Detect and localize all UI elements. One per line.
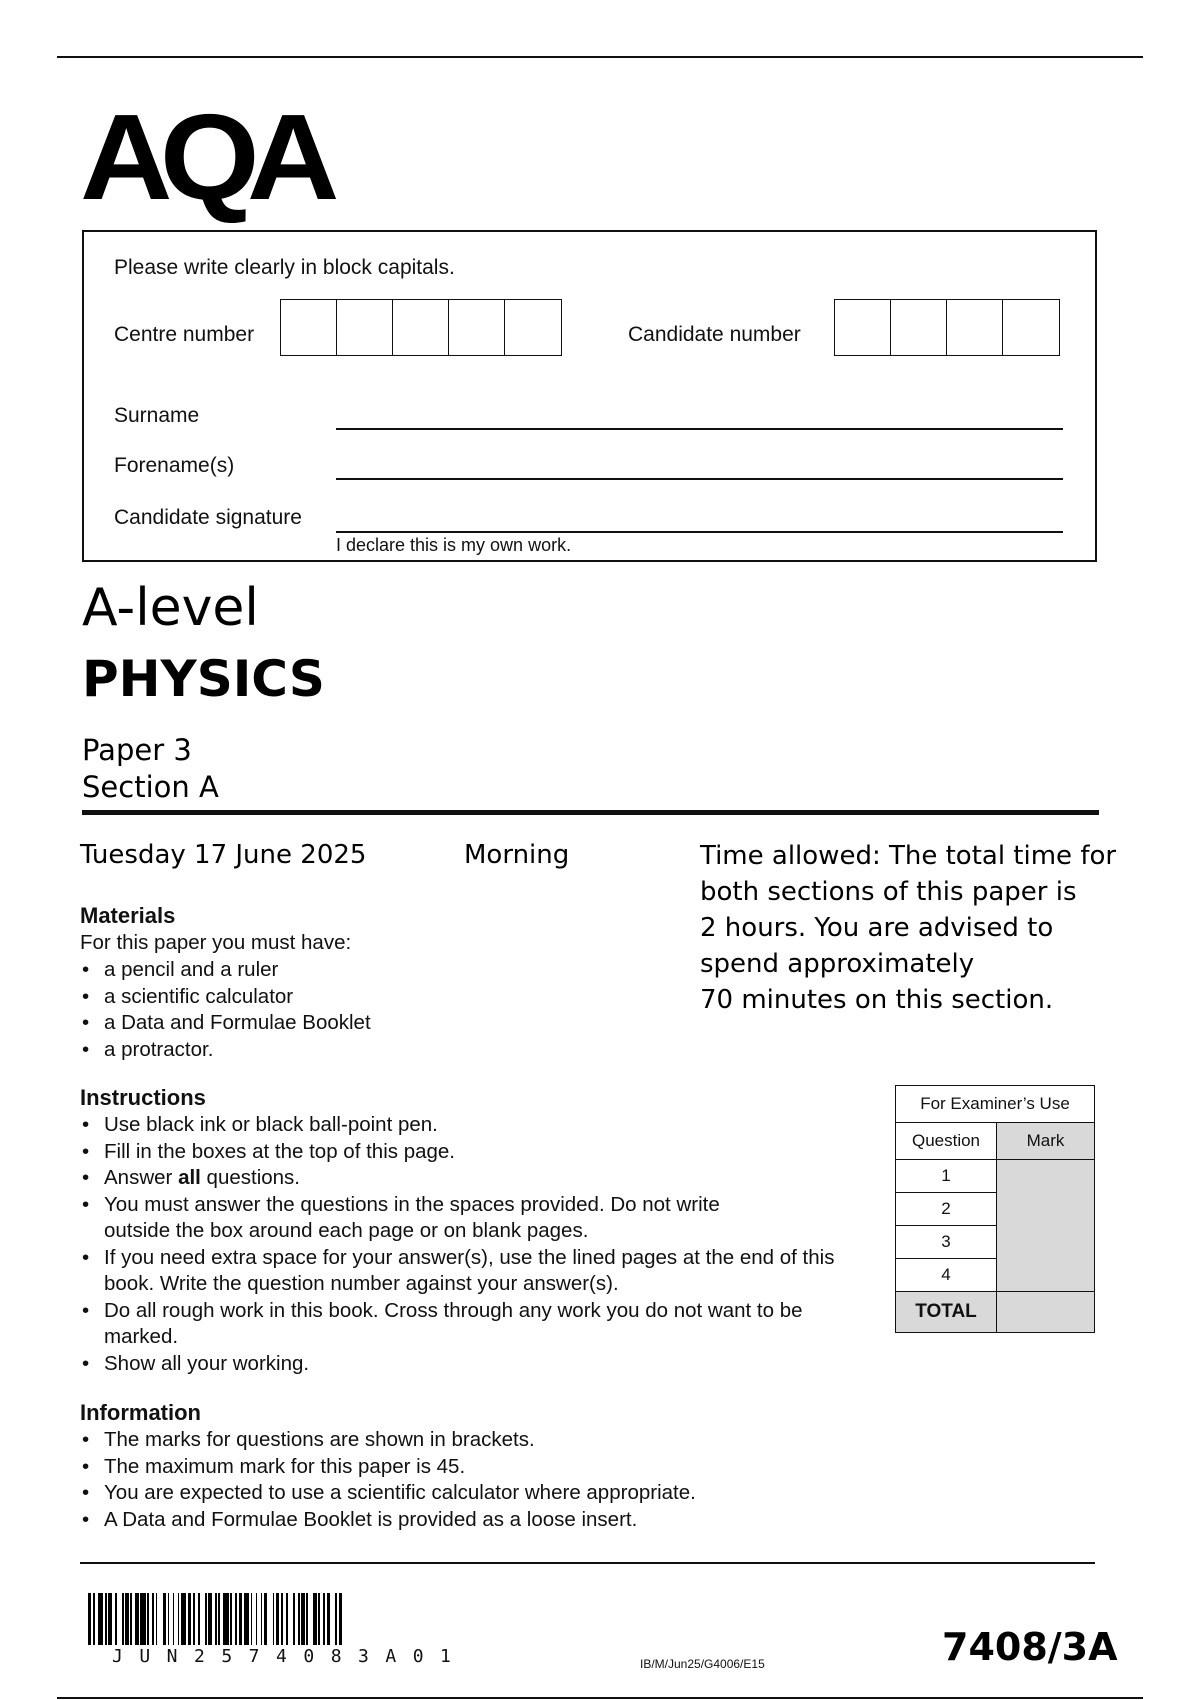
footer-rule [80,1562,1095,1564]
barcode-text: JUN2574083A01 [112,1646,468,1667]
signature-field[interactable] [336,531,1063,533]
mark-column-header: Mark [997,1123,1095,1160]
list-item: • Fill in the boxes at the top of this page. [80,1139,870,1166]
candidate-number-label: Candidate number [628,323,801,346]
question-number: 4 [896,1259,997,1292]
block-capitals-instruction: Please write clearly in block capitals. [114,256,455,279]
centre-number-digit[interactable] [337,300,393,355]
mark-cell [997,1160,1095,1292]
forenames-field[interactable] [336,478,1063,480]
qualification-level: A-level [82,578,259,638]
candidate-number-boxes[interactable] [834,299,1060,356]
candidate-number-digit[interactable] [1003,300,1059,355]
candidate-number-digit[interactable] [891,300,947,355]
examiners-use-title: For Examiner’s Use [896,1086,1095,1123]
time-allowed-line: 2 hours. You are advised to [700,913,1054,943]
materials-list [80,957,371,1063]
list-item [80,1165,870,1192]
centre-number-digit[interactable] [505,300,561,355]
time-allowed-line: Time allowed: The total time for [700,841,1117,871]
list-item: • Use black ink or black ball-point pen. [80,1112,870,1139]
centre-number-digit[interactable] [449,300,505,355]
total-mark-cell [997,1292,1095,1333]
materials-heading: Materials [80,903,176,928]
time-allowed-line: spend approximately [700,949,975,979]
centre-number-digit[interactable] [281,300,337,355]
list-item: • a pencil and a ruler [80,957,371,984]
examiners-use-table [895,1085,1095,1333]
list-item: • If you need extra space for your answer(s), use the lined pages at the end of this book. Write the question number against your answer(s). [80,1245,884,1298]
time-allowed-line: 70 minutes on this section. [700,985,1054,1015]
materials-intro: For this paper you must have: [80,931,352,954]
centre-number-digit[interactable] [393,300,449,355]
answer-all-after: questions. [200,1166,301,1189]
barcode [88,1593,496,1645]
top-rule [57,56,1143,58]
section-name: Section A [82,770,219,804]
list-item: • You are expected to use a scientific calculator where appropriate. [80,1480,696,1507]
candidate-number-digit[interactable] [947,300,1003,355]
information-heading: Information [80,1400,201,1425]
question-number: 2 [896,1193,997,1226]
answer-all-before: Answer [104,1166,179,1189]
bottom-rule [57,1697,1143,1699]
time-allowed-line: both sections of this paper is [700,877,1077,907]
forenames-label: Forename(s) [114,454,235,477]
answer-all-bold: all [178,1166,201,1189]
exam-date: Tuesday 17 June 2025 [80,840,367,870]
list-item: • Show all your working. [80,1351,870,1378]
document-reference: IB/M/Jun25/G4006/E15 [640,1657,765,1671]
instructions-heading: Instructions [80,1085,206,1110]
question-column-header: Question [896,1123,997,1160]
list-item: • The marks for questions are shown in brackets. [80,1427,696,1454]
surname-field[interactable] [336,428,1063,430]
paper-number: Paper 3 [82,733,192,767]
aqa-logo: AQA [80,89,327,225]
centre-number-label: Centre number [114,323,255,346]
list-item: • A Data and Formulae Booklet is provided as a loose insert. [80,1507,696,1534]
list-item: • a protractor. [80,1037,371,1064]
list-item: • Do all rough work in this book. Cross through any work you do not want to be marked. [80,1298,824,1351]
candidate-number-digit[interactable] [835,300,891,355]
declaration-text: I declare this is my own work. [336,535,572,555]
total-label: TOTAL [896,1292,997,1333]
exam-session: Morning [464,840,570,870]
list-item: • a Data and Formulae Booklet [80,1010,371,1037]
paper-code: 7408/3A [942,1625,1118,1669]
subject-title: PHYSICS [82,650,325,708]
surname-label: Surname [114,404,200,427]
list-item: • You must answer the questions in the spaces provided. Do not write outside the box around each page or on blank pages. [80,1192,784,1245]
list-item: • a scientific calculator [80,984,371,1011]
question-number: 1 [896,1160,997,1193]
instructions-list [80,1112,870,1377]
title-rule [82,810,1099,815]
question-number: 3 [896,1226,997,1259]
list-item: • The maximum mark for this paper is 45. [80,1454,696,1481]
centre-number-boxes[interactable] [280,299,562,356]
information-list [80,1427,696,1533]
barcode-gap [342,1593,344,1645]
time-allowed [700,838,1116,1018]
signature-label: Candidate signature [114,506,302,529]
